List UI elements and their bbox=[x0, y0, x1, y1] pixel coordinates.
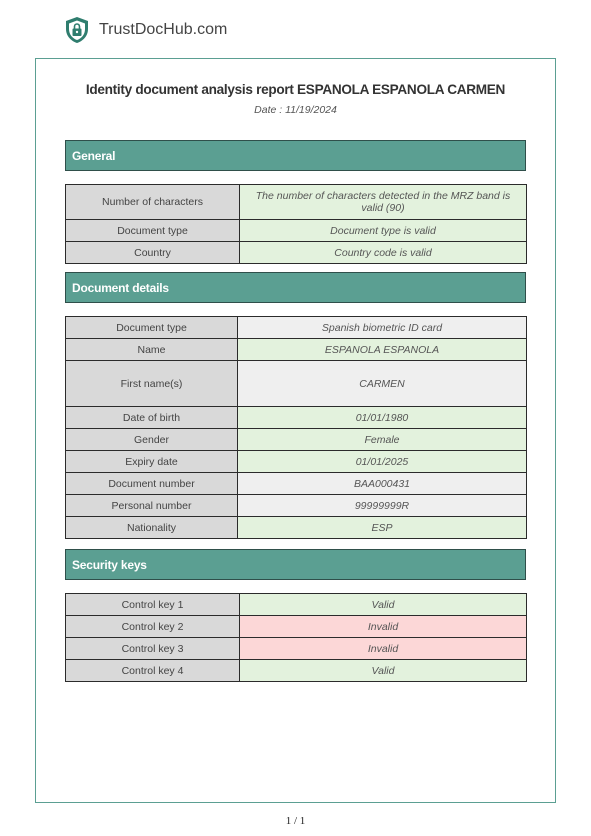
table-row bbox=[66, 242, 527, 264]
report-date: Date : 11/19/2024 bbox=[254, 104, 337, 116]
table-row bbox=[66, 220, 527, 242]
row-key: Expiry date bbox=[66, 451, 238, 473]
row-key: Name bbox=[66, 339, 238, 361]
row-value: 01/01/2025 bbox=[238, 451, 527, 473]
table-row bbox=[66, 339, 527, 361]
row-key: Document number bbox=[66, 473, 238, 495]
row-value: BAA000431 bbox=[238, 473, 527, 495]
section-header-security-keys: Security keys bbox=[65, 549, 526, 580]
row-key: Document type bbox=[66, 220, 240, 242]
row-key: Nationality bbox=[66, 517, 238, 539]
document-details-table bbox=[65, 316, 527, 539]
page-number: 1 / 1 bbox=[285, 815, 306, 827]
row-key: Number of characters bbox=[66, 185, 240, 220]
table-row bbox=[66, 473, 527, 495]
table-row bbox=[66, 616, 527, 638]
row-key: Control key 3 bbox=[66, 638, 240, 660]
table-row bbox=[66, 594, 527, 616]
row-key: Gender bbox=[66, 429, 238, 451]
row-value: Invalid bbox=[240, 638, 527, 660]
row-key: Control key 1 bbox=[66, 594, 240, 616]
row-key: Personal number bbox=[66, 495, 238, 517]
brand-name: TrustDocHub.com bbox=[99, 21, 228, 38]
table-row bbox=[66, 451, 527, 473]
row-value: Female bbox=[238, 429, 527, 451]
table-row bbox=[66, 638, 527, 660]
table-row bbox=[66, 317, 527, 339]
row-key: Date of birth bbox=[66, 407, 238, 429]
row-key: Country bbox=[66, 242, 240, 264]
row-value: Spanish biometric ID card bbox=[238, 317, 527, 339]
brand-logo[interactable] bbox=[64, 15, 227, 45]
row-key: Control key 2 bbox=[66, 616, 240, 638]
table-row bbox=[66, 361, 527, 407]
table-row bbox=[66, 517, 527, 539]
row-value: Invalid bbox=[240, 616, 527, 638]
row-key: First name(s) bbox=[66, 361, 238, 407]
row-value: ESPANOLA ESPANOLA bbox=[238, 339, 527, 361]
row-key: Control key 4 bbox=[66, 660, 240, 682]
row-value: 01/01/1980 bbox=[238, 407, 527, 429]
table-row bbox=[66, 185, 527, 220]
table-row bbox=[66, 407, 527, 429]
table-row bbox=[66, 495, 527, 517]
row-value: Country code is valid bbox=[240, 242, 527, 264]
row-value: Valid bbox=[240, 660, 527, 682]
table-row bbox=[66, 660, 527, 682]
report-title: Identity document analysis report ESPANOLA ESPANOLA CARMEN bbox=[85, 82, 506, 97]
general-table bbox=[65, 184, 527, 264]
row-key: Document type bbox=[66, 317, 238, 339]
section-header-document-details: Document details bbox=[65, 272, 526, 303]
security-keys-table bbox=[65, 593, 527, 682]
row-value: The number of characters detected in the MRZ band is valid (90) bbox=[240, 185, 527, 220]
row-value: Document type is valid bbox=[240, 220, 527, 242]
table-row bbox=[66, 429, 527, 451]
shield-lock-icon bbox=[64, 16, 90, 44]
row-value: ESP bbox=[238, 517, 527, 539]
row-value: 99999999R bbox=[238, 495, 527, 517]
section-header-general: General bbox=[65, 140, 526, 171]
row-value: Valid bbox=[240, 594, 527, 616]
row-value: CARMEN bbox=[238, 361, 527, 407]
